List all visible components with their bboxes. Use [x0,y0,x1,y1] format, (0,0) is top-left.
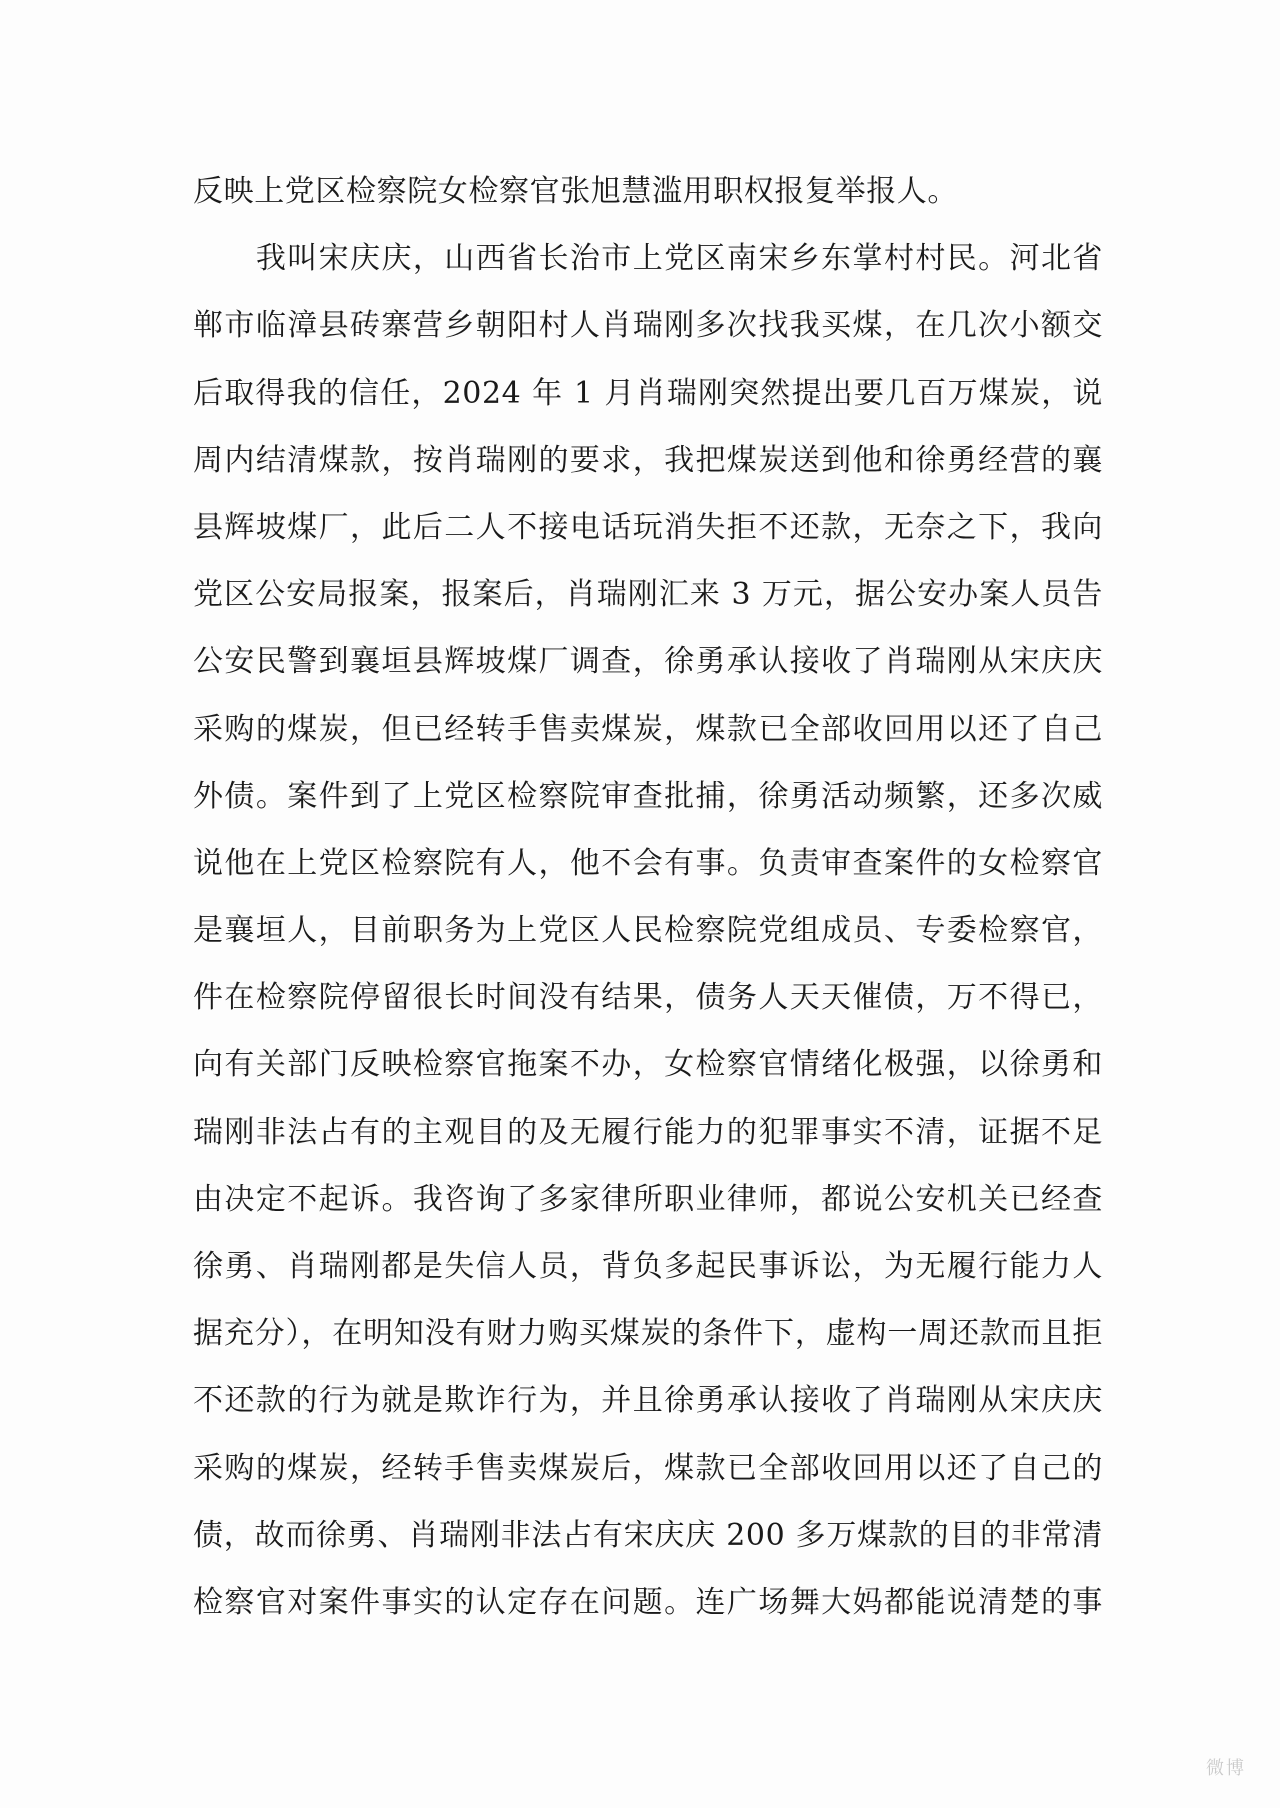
text-line: 党区公安局报案，报案后，肖瑞刚汇来 3 万元，据公安办案人员告 [193,577,1103,613]
text-line: 采购的煤炭，但已经转手售卖煤炭，煤款已全部收回用以还了自己 [193,711,1103,747]
text-line: 公安民警到襄垣县辉坡煤厂调查，徐勇承认接收了肖瑞刚从宋庆庆 [193,644,1103,680]
text-line: 反映上党区检察院女检察官张旭慧滥用职权报复举报人。 [193,174,958,209]
text-line: 检察官对案件事实的认定存在问题。连广场舞大妈都能说清楚的事 [193,1584,1103,1620]
document-body [193,158,1103,1636]
text-line: 件在检察院停留很长时间没有结果，债务人天天催债，万不得已， [193,980,1103,1016]
text-line: 瑞刚非法占有的主观目的及无履行能力的犯罪事实不清，证据不足 [193,1114,1103,1150]
text-line: 债，故而徐勇、肖瑞刚非法占有宋庆庆 200 多万煤款的目的非常清 [193,1517,1103,1553]
text-line: 我叫宋庆庆，山西省长治市上党区南宋乡东掌村村民。河北省 [255,241,1103,277]
text-line: 郸市临漳县砖寨营乡朝阳村人肖瑞刚多次找我买煤，在几次小额交 [193,308,1103,344]
text-line: 由决定不起诉。我咨询了多家律所职业律师，都说公安机关已经查 [193,1181,1103,1217]
text-line: 县辉坡煤厂，此后二人不接电话玩消失拒不还款，无奈之下，我向 [193,509,1103,545]
text-line: 据充分），在明知没有财力购买煤炭的条件下，虚构一周还款而且拒 [193,1316,1103,1352]
text-line: 徐勇、肖瑞刚都是失信人员，背负多起民事诉讼，为无履行能力人 [193,1249,1103,1284]
text-line: 外债。案件到了上党区检察院审查批捕，徐勇活动频繁，还多次威 [193,778,1103,814]
text-line: 是襄垣人，目前职务为上党区人民检察院党组成员、专委检察官， [193,913,1103,949]
text-line: 不还款的行为就是欺诈行为，并且徐勇承认接收了肖瑞刚从宋庆庆 [193,1383,1103,1419]
text-line: 采购的煤炭，经转手售卖煤炭后，煤款已全部收回用以还了自己的 [193,1450,1103,1486]
text-line: 向有关部门反映检察官拖案不办，女检察官情绪化极强，以徐勇和 [193,1047,1103,1083]
text-line: 周内结清煤款，按肖瑞刚的要求，我把煤炭送到他和徐勇经营的襄 [193,442,1103,478]
watermark: 微博 [1206,1758,1246,1779]
text-line: 后取得我的信任，2024 年 1 月肖瑞刚突然提出要几百万煤炭，说 [193,375,1103,411]
text-line: 说他在上党区检察院有人，他不会有事。负责审查案件的女检察官 [193,845,1103,881]
